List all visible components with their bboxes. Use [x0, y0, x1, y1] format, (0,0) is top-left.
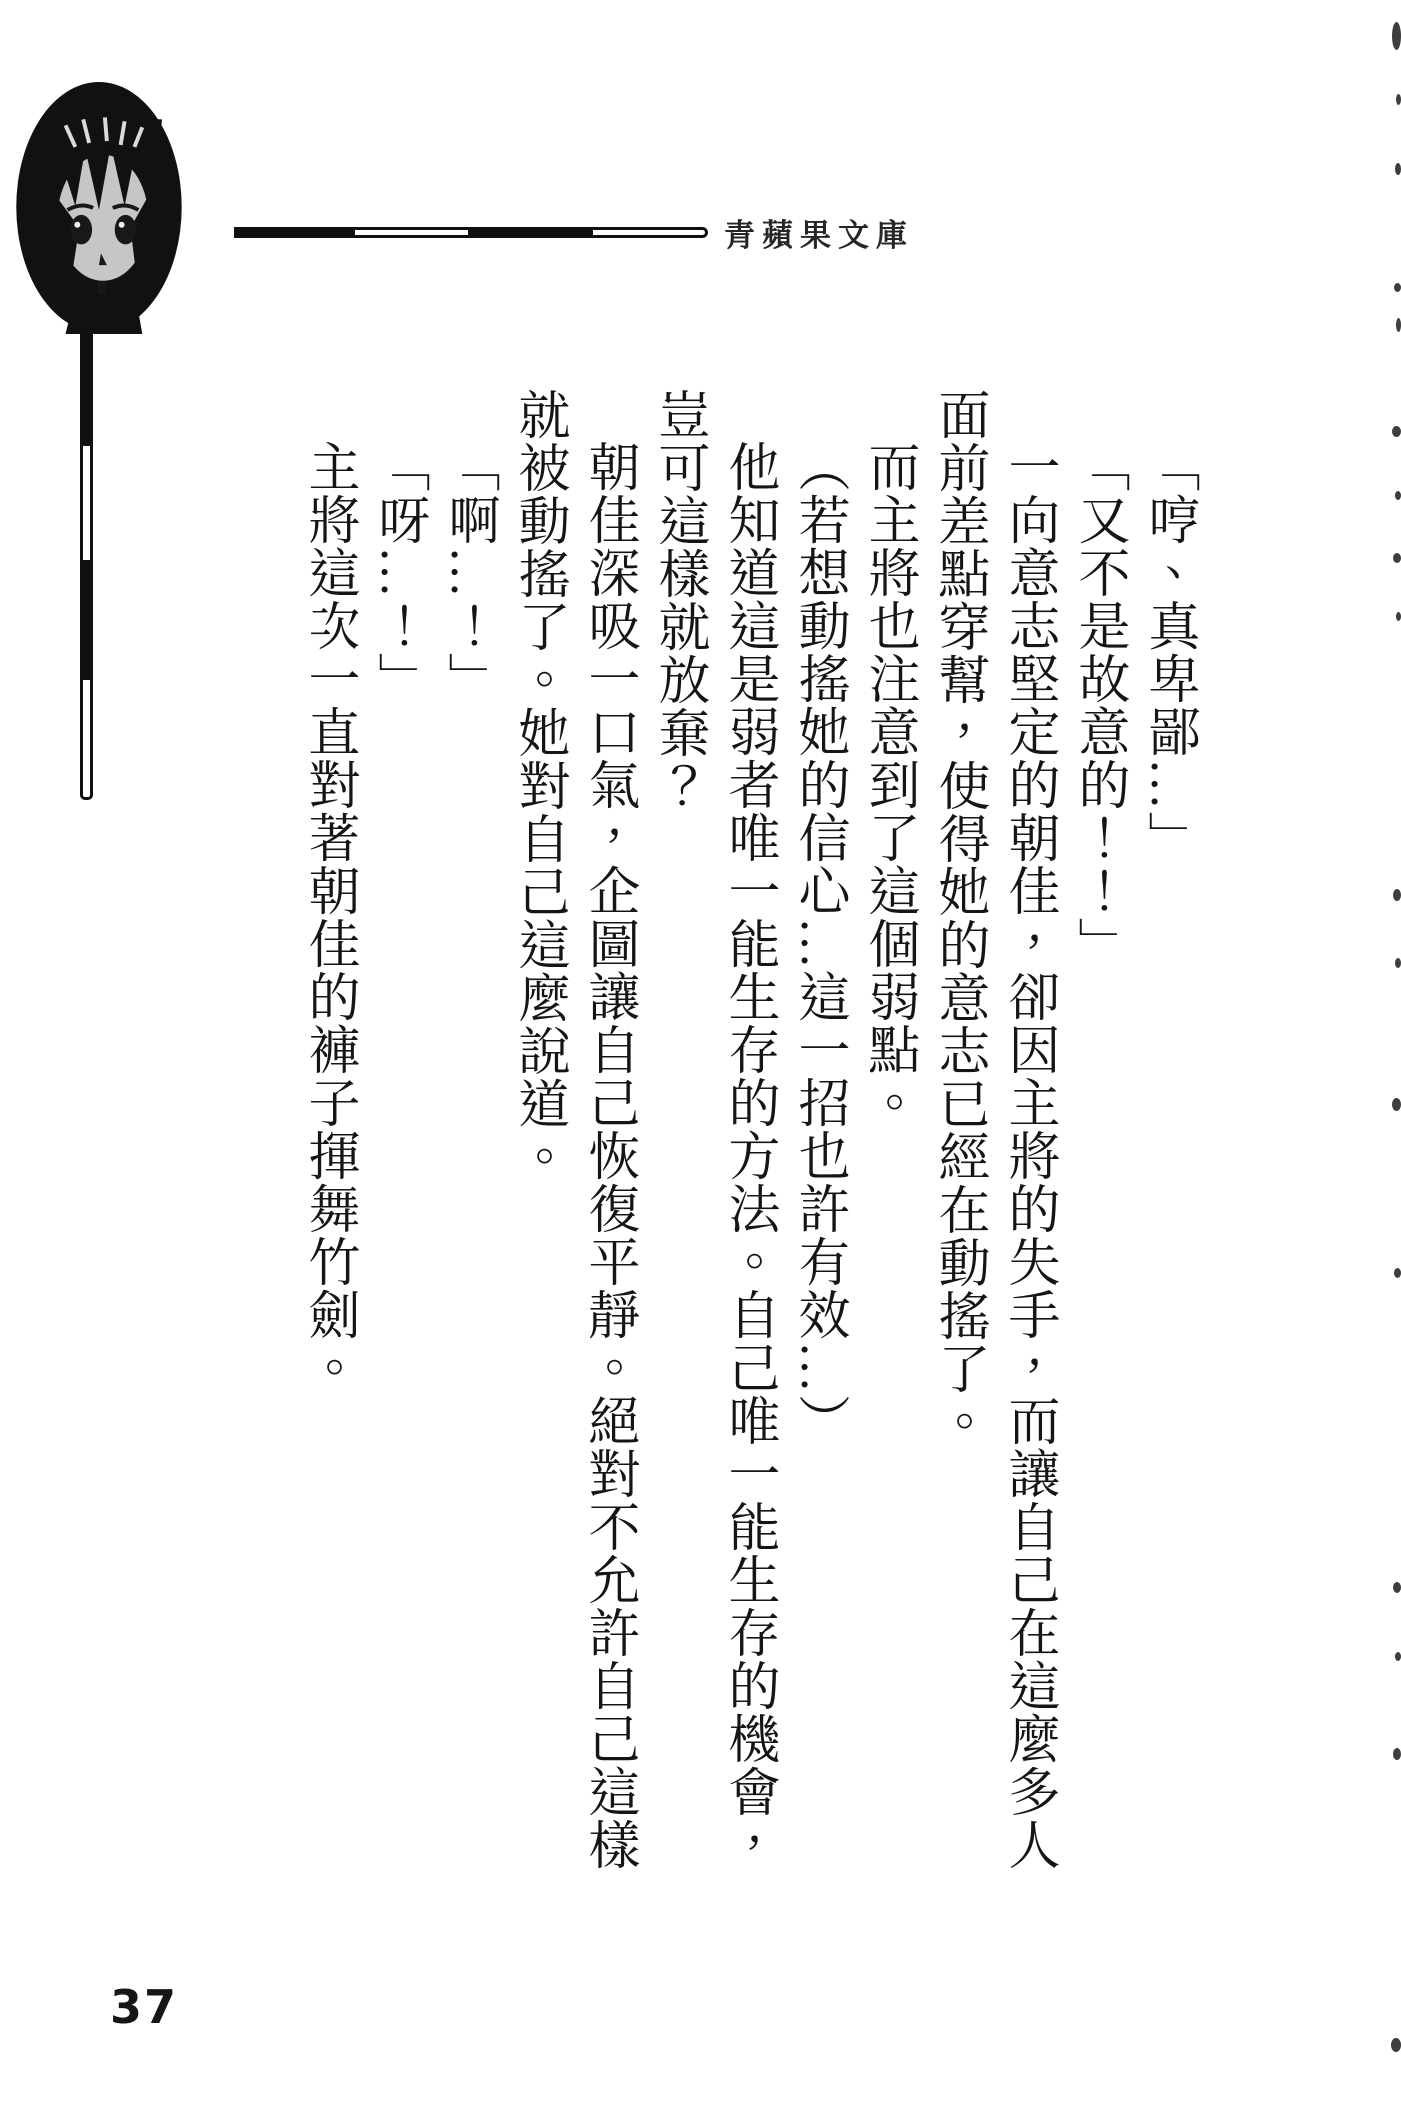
- paragraph: 而主將也注意到了這個弱點。: [860, 440, 917, 1129]
- paragraph: 一向意志堅定的朝佳，卻因主將的失手，而讓自己在這麼多人面前差點穿幫，使得她的意志已經在動搖了。: [930, 388, 1057, 1871]
- scan-artifact: [1394, 1268, 1401, 1278]
- scan-artifact: [1392, 1098, 1401, 1111]
- rule-segment-outline: [352, 227, 471, 238]
- stem-segment-solid: [80, 328, 93, 446]
- scan-artifact: [1393, 889, 1401, 901]
- scan-artifact: [1395, 163, 1401, 175]
- scan-artifact: [1395, 958, 1401, 968]
- imprint-label: 青蘋果文庫: [724, 218, 914, 254]
- girl-portrait-illustration: [14, 80, 182, 336]
- paragraph: 朝佳深吸一口氣，企圖讓自己恢復平靜。絕對不允許自己這樣就被動搖了。她對自己這麼說道。: [510, 388, 637, 1871]
- stem-segment-outline: [80, 446, 93, 563]
- scan-artifact: [1392, 22, 1401, 50]
- paragraph: 「啊…！」: [440, 440, 497, 705]
- scan-artifact: [1393, 1748, 1401, 1760]
- paragraph: 「哼、真卑鄙…」: [1140, 440, 1197, 864]
- scan-artifact: [1395, 1652, 1401, 1661]
- header-rule: [234, 227, 708, 238]
- paragraph: 「又不是故意的！！」: [1070, 440, 1127, 970]
- page-number: 37: [110, 1980, 179, 2034]
- paragraph: （若想動搖她的信心…這一招也許有效…）: [790, 440, 847, 1447]
- paragraph: 「呀…！」: [370, 440, 427, 705]
- rule-segment-solid: [234, 227, 352, 238]
- portrait-stem-ornament: [80, 328, 93, 800]
- scan-artifact: [1396, 318, 1401, 332]
- scan-artifact: [1392, 426, 1401, 437]
- rule-segment-solid: [471, 227, 590, 238]
- scan-artifact: [1396, 612, 1401, 621]
- character-portrait: [14, 80, 182, 336]
- scan-artifact: [1395, 491, 1401, 500]
- paragraph: 他知道這是弱者唯一能生存的方法。自己唯一能生存的機會，豈可這樣就放棄？: [650, 388, 777, 1871]
- rule-segment-outline: [590, 227, 708, 238]
- paragraph: 主將這次一直對著朝佳的褲子揮舞竹劍。: [300, 440, 357, 1394]
- stem-segment-outline: [80, 680, 93, 800]
- scan-artifact: [1396, 94, 1401, 105]
- scan-artifact: [1393, 1582, 1401, 1593]
- stem-segment-solid: [80, 563, 93, 680]
- scan-artifact: [1394, 283, 1401, 292]
- scan-artifact: [1393, 553, 1401, 563]
- body-text: [283, 388, 1203, 1876]
- scan-artifact: [1391, 2038, 1401, 2052]
